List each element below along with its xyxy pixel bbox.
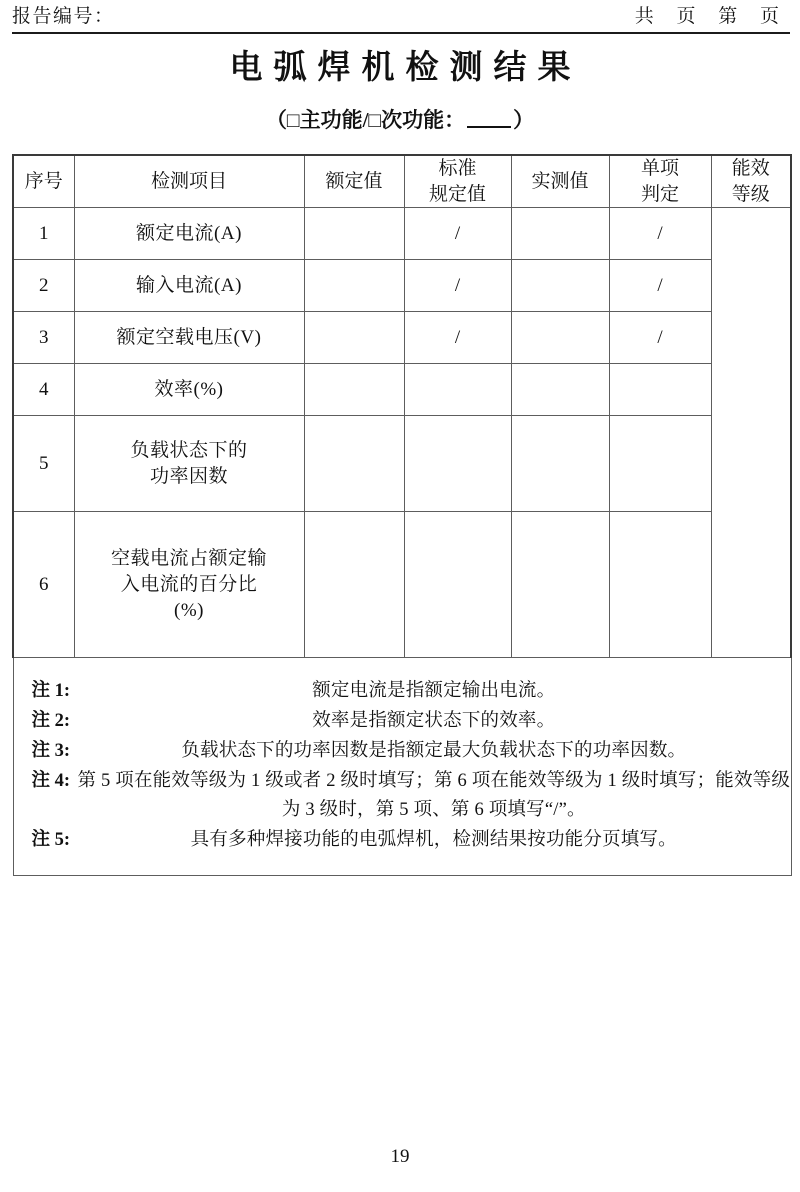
note-3-text: 负载状态下的功率因数是指额定最大负载状态下的功率因数。 <box>181 741 687 762</box>
note-item <box>14 737 791 766</box>
row-6-item-line1: 空载电流占额定输 <box>110 548 267 570</box>
row-2-judgement[interactable]: / <box>609 260 711 312</box>
row-1-judgement[interactable]: / <box>609 208 711 260</box>
table-row <box>13 208 791 260</box>
row-2-measured-value[interactable] <box>511 260 609 312</box>
row-3-measured-value[interactable] <box>511 312 609 364</box>
col-header-standard-value <box>404 155 511 208</box>
col-header-judgement-line1: 单项 <box>640 158 679 179</box>
row-4-judgement[interactable] <box>609 364 711 416</box>
row-1-item: 额定电流(A) <box>74 208 304 260</box>
secondary-function-checkbox[interactable]: □ <box>368 108 382 132</box>
note-item <box>14 677 791 706</box>
col-header-efficiency-grade-line1: 能效 <box>731 158 770 179</box>
table-row <box>13 312 791 364</box>
row-1-measured-value[interactable] <box>511 208 609 260</box>
row-6-rated-value[interactable] <box>304 512 404 658</box>
row-5-serial: 5 <box>13 416 74 512</box>
table-row <box>13 364 791 416</box>
row-3-rated-value[interactable] <box>304 312 404 364</box>
note-item <box>14 767 791 825</box>
row-3-judgement[interactable]: / <box>609 312 711 364</box>
secondary-function-label: 次功能： <box>381 108 466 132</box>
row-6-item <box>74 512 304 658</box>
subtitle-open-paren: （ <box>265 108 287 132</box>
row-6-standard-value[interactable] <box>404 512 511 658</box>
row-2-rated-value[interactable] <box>304 260 404 312</box>
row-4-measured-value[interactable] <box>511 364 609 416</box>
table-row <box>13 260 791 312</box>
subtitle-close-paren: ） <box>513 108 535 132</box>
row-6-judgement[interactable] <box>609 512 711 658</box>
row-1-serial: 1 <box>13 208 74 260</box>
note-1-label: 注 1: <box>31 681 71 702</box>
col-header-rated-value: 额定值 <box>304 155 404 208</box>
note-2-label: 注 2: <box>31 711 71 732</box>
note-4-label: 注 4: <box>31 771 71 792</box>
note-3-label: 注 3: <box>31 741 71 762</box>
note-item <box>14 707 791 736</box>
col-header-item: 检测项目 <box>74 155 304 208</box>
col-header-judgement-line2: 判定 <box>640 183 679 205</box>
table-header-row <box>13 155 791 208</box>
row-1-standard-value[interactable]: / <box>404 208 511 260</box>
col-header-standard-value-line2: 规定值 <box>428 183 486 205</box>
page-title: 电弧焊机检测结果 <box>229 50 582 86</box>
row-5-measured-value[interactable] <box>511 416 609 512</box>
row-3-standard-value[interactable]: / <box>404 312 511 364</box>
function-name-blank[interactable] <box>467 126 511 128</box>
page-number: 19 <box>390 1146 410 1167</box>
col-header-judgement <box>609 155 711 208</box>
row-6-item-line3: (%) <box>174 599 204 621</box>
row-4-standard-value[interactable] <box>404 364 511 416</box>
efficiency-grade-value[interactable] <box>711 208 791 658</box>
results-table-container <box>12 154 790 876</box>
detection-results-table <box>12 154 792 876</box>
col-header-measured-value: 实测值 <box>511 155 609 208</box>
col-header-efficiency-grade-line2: 等级 <box>731 183 770 205</box>
table-row <box>13 416 791 512</box>
row-4-rated-value[interactable] <box>304 364 404 416</box>
page-of-label: 共 页 第 页 <box>634 6 788 27</box>
row-2-standard-value[interactable]: / <box>404 260 511 312</box>
row-5-standard-value[interactable] <box>404 416 511 512</box>
note-5-text: 具有多种焊接功能的电弧焊机，检测结果按功能分页填写。 <box>190 830 677 851</box>
col-header-standard-value-line1: 标准 <box>438 158 477 179</box>
row-3-item: 额定空载电压(V) <box>74 312 304 364</box>
col-header-efficiency-grade <box>711 155 791 208</box>
main-function-label: 主功能 <box>299 108 363 132</box>
notes-block <box>13 658 791 876</box>
row-5-item-line1: 负载状态下的 <box>130 440 248 462</box>
notes-row <box>13 658 791 876</box>
table-row <box>13 512 791 658</box>
subtitle-separator: / <box>362 108 369 132</box>
note-2-text: 效率是指额定状态下的效率。 <box>312 711 556 732</box>
row-2-item: 输入电流(A) <box>74 260 304 312</box>
row-5-item-line2: 功率因数 <box>149 465 228 487</box>
col-header-serial: 序号 <box>13 155 74 208</box>
row-4-item: 效率(%) <box>74 364 304 416</box>
note-item <box>14 826 791 855</box>
note-5-label: 注 5: <box>31 830 71 851</box>
row-1-rated-value[interactable] <box>304 208 404 260</box>
row-5-judgement[interactable] <box>609 416 711 512</box>
row-6-measured-value[interactable] <box>511 512 609 658</box>
row-5-item <box>74 416 304 512</box>
note-1-text: 额定电流是指额定输出电流。 <box>312 681 556 702</box>
note-4-text: 第 5 项在能效等级为 1 级或者 2 级时填写；第 6 项在能效等级为 1 级时填写；能效等级为 3 级时，第 5 项、第 6 项填写“/”。 <box>77 771 791 821</box>
running-header <box>12 4 790 34</box>
header-rule <box>12 32 790 34</box>
row-4-serial: 4 <box>13 364 74 416</box>
row-6-item-line2: 入电流的百分比 <box>120 573 258 595</box>
report-number-label: 报告编号： <box>12 6 115 27</box>
main-function-checkbox[interactable]: □ <box>286 108 300 132</box>
row-6-serial: 6 <box>13 512 74 658</box>
row-5-rated-value[interactable] <box>304 416 404 512</box>
row-3-serial: 3 <box>13 312 74 364</box>
subtitle <box>0 105 800 135</box>
row-2-serial: 2 <box>13 260 74 312</box>
